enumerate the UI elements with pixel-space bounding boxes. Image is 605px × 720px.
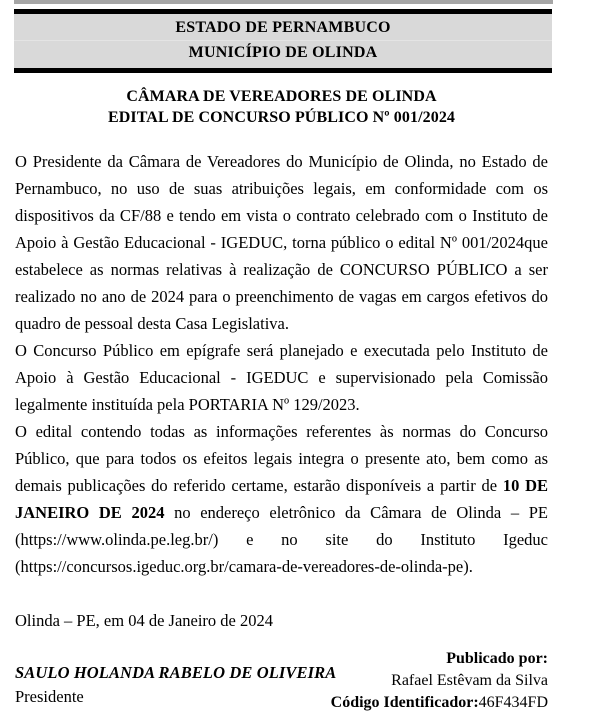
identifier-label: Código Identificador: xyxy=(330,694,479,711)
paragraph-availability-outro: no endereço eletrônico da Câmara de Olinda – PE (https://www.olinda.pe.leg.br/) e no site do Instituto Igeduc (https://concursos.igeduc.org.br/camara-de-vereadores-de-olinda-pe). xyxy=(15,503,549,576)
identifier-value: 46F434FD xyxy=(478,694,548,711)
document-title-block xyxy=(15,86,548,128)
document-body xyxy=(15,148,548,708)
published-by-label: Publicado por: xyxy=(446,650,548,667)
paragraph-availability xyxy=(15,418,548,580)
publisher-name: Rafael Estêvam da Silva xyxy=(391,672,548,689)
publication-footer xyxy=(57,648,548,714)
header-municipality-line: MUNICÍPIO DE OLINDA xyxy=(188,44,378,61)
availability-date-emphasis: 10 DE JANEIRO DE 2024 xyxy=(15,476,548,522)
paragraph-preamble: O Presidente da Câmara de Vereadores do Município de Olinda, no Estado de Pernambuco, no uso de suas atribuições legais, em conformidade com os dispositivos da CF/88 e tendo em vista o contrato celebrado com o Instituto de Apoio à Gestão Educacional - IGEDUC, torna público o edital Nº 001/2024que estabelece as normas relativas à realização de CONCURSO PÚBLICO a ser realizado no ano de 2024 para o preenchimento de vagas em cargos efetivos do quadro de pessoal desta Casa Legislativa. xyxy=(15,152,548,333)
place-and-date: Olinda – PE, em 04 de Janeiro de 2024 xyxy=(15,611,273,630)
signatory-role: Presidente xyxy=(15,687,84,706)
paragraph-spacer xyxy=(15,580,548,607)
page-title: CÂMARA DE VEREADORES DE OLINDA xyxy=(126,88,437,105)
paragraph-availability-intro: O edital contendo todas as informações referentes às normas do Concurso Público, que para todos os efeitos legais integra o presente ato, bem como as demais publicações do referido certame, estarão disponíveis a partir de xyxy=(15,422,548,495)
paragraph-execution: O Concurso Público em epígrafe será planejado e executada pelo Instituto de Apoio à Gestão Educacional - IGEDUC e supervisionado pela Comissão legalmente instituída pela PORTARIA Nº 129/2023. xyxy=(15,341,548,414)
signatory-name: SAULO HOLANDA RABELO DE OLIVEIRA xyxy=(15,663,337,682)
top-gray-strip xyxy=(14,0,553,4)
official-header-box xyxy=(14,9,552,73)
page-subtitle: EDITAL DE CONCURSO PÚBLICO Nº 001/2024 xyxy=(107,109,456,126)
header-state-line: ESTADO DE PERNAMBUCO xyxy=(14,14,552,41)
identifier-line xyxy=(57,692,548,714)
